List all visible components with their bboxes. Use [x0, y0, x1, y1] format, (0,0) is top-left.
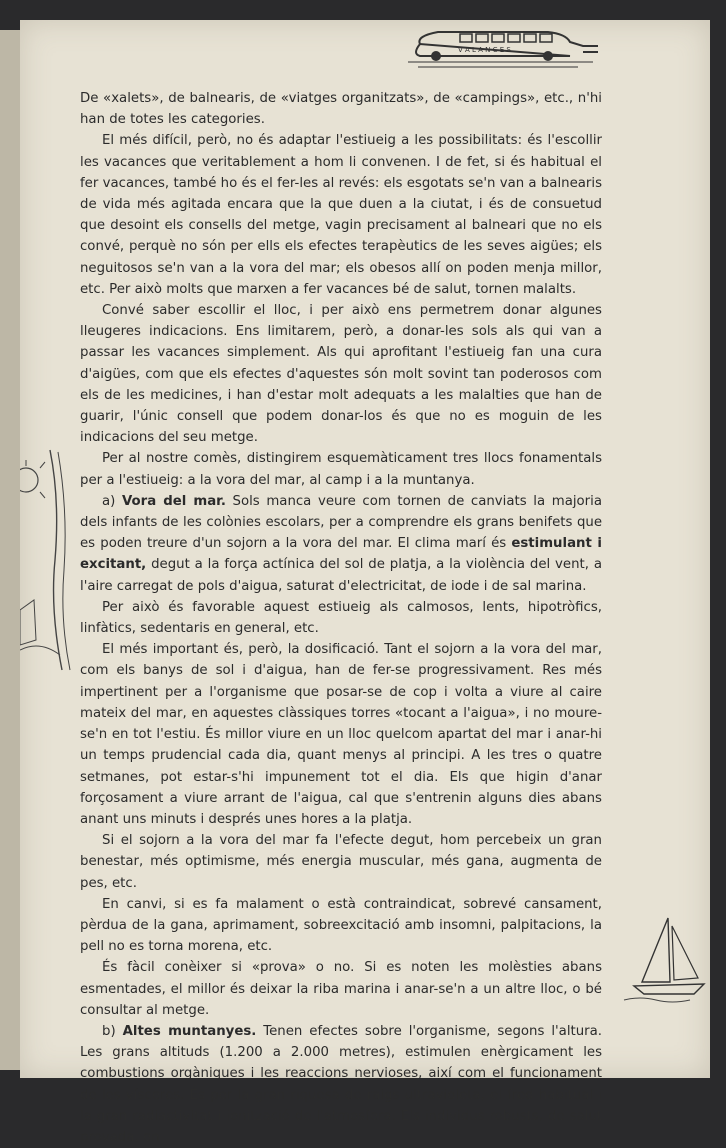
section-a-heading: Vora del mar. [121, 493, 226, 509]
section-a-text: Sols manca veure com tornen de canviats la majoria dels infants de les colònies escolars, per a comprendre els grans benifets que es poden treure d'un sojorn a la vora del mar. El clima marí és [80, 493, 602, 552]
paragraph: Si el sojorn a la vora del mar fa l'efecte degut, hom percebeix un gran benestar, més optimisme, més energia muscular, més gana, augmenta de pes, etc. [80, 833, 602, 891]
paragraph: Per al nostre comès, distingirem esquemàticament tres llocs fonamentals per a l'estiueig: a la vora del mar, al camp i a la muntanya. [80, 451, 602, 488]
bus-logo-icon [398, 22, 598, 72]
section-b-paragraph [80, 1021, 602, 1148]
paragraph: En canvi, si es fa malament o està contraindicat, sobrevé cansament, pèrdua de la gana, aprimament, sobreexcitació amb insomni, palpitacions, la pell no es torna morena, etc. [80, 896, 602, 955]
section-a-label: a) [102, 493, 116, 509]
section-a-bold-text: estimulant i excitant, [80, 536, 602, 573]
paragraph: El més difícil, però, no és adaptar l'estiueig a les possibilitats: és l'escollir les vacances que veritablement a hom li convenen. I de fet, si és habitual el fer vacances, també ho és el fer-les al revés: els esgotats se'n van a balnearis de vida més agitada encara que la que duen a la ciutat, i és de consuetud que desoint els consells del metge, vagin precisament al balneari que no els convé, perquè no són per ells els efectes terapèutics de les seves aigües; els neguitosos se'n van a la vora del mar; els obesos allí on poden menja millor, etc. Per això molts que marxen a fer vacances bé de salut, tornen malalts. [80, 133, 602, 297]
paragraph: El més important és, però, la dosificació. Tant el sojorn a la vora del mar, com els banys de sol i d'aigua, han de fer-se progressivament. Res més impertinent per a l'organisme que posar-se de cop i volta a viure al caire mateix del mar, en aquestes clàssiques torres «tocant a l'aigua», i no moure-se'n en tot l'estiu. És millor viure en un lloc quelcom apartat del mar i anar-hi un temps prudencial cada dia, quant menys al principi. A les tres o quatre setmanes, pot estar-s'hi impunement tot el dia. Els que higin d'anar forçosament a viure arrant de l'aigua, cal que s'entrenin alguns dies abans anant uns minuts i després unes hores a la platja. [80, 642, 602, 827]
section-a-paragraph [80, 491, 602, 597]
waterfall-illustration [20, 440, 76, 700]
paragraph: És fàcil conèixer si «prova» o no. Si es noten les molèsties abans esmentades, el millor és deixar la riba marina i anar-se'n a un altre lloc, o bé consultar al metge. [80, 960, 602, 1018]
document-page [20, 20, 710, 1145]
paragraph: Per això és favorable aquest estiueig als calmosos, lents, hipotròfics, linfàtics, sedentaris en general, etc. [80, 599, 602, 637]
section-a-text-cont: degut a la força actínica del sol de platja, a la violència del vent, a l'aire carregat de pols d'aigua, saturat d'electricitat, de iode i de sal marina. [80, 557, 602, 594]
article-body [80, 88, 602, 1148]
section-b-heading: Altes muntanyes. [122, 1023, 257, 1039]
section-b-label: b) [102, 1023, 116, 1039]
logo-text: V A L A N C E S [458, 46, 511, 54]
section-b-text: Tenen efectes sobre l'organisme, segons l'altura. Les grans altituds (1.200 a 2.000 metres), estimulen enèrgicament les combustions orgàniques i les reaccions nervioses, així com el funcionament de les vísceres. És per la gran riquesa de raigs ultravioleta, el fred habitual i la gran radiactivitat i ionització de l'atmosfera. Els individus robusts, de salut provada, en [80, 1023, 602, 1145]
paragraph: De «xalets», de balnearis, de «viatges organitzats», de «campings», etc., n'hi han de totes les categories. [80, 91, 602, 128]
sailboat-illustration [620, 910, 710, 1010]
paragraph: Convé saber escollir el lloc, i per això ens permetrem donar algunes lleugeres indicacions. Ens limitarem, però, a donar-les sols als qui van a passar les vacances simplement. Als qui aprofitant l'estiueig fan una cura d'aigües, com que els efectes d'aquestes són molt sovint tan poderosos com els de les medicines, i han d'estar molt adequats a les malalties que han de guarir, l'únic consell que podem donar-los és que no es moguin de les indicacions del seu metge. [80, 303, 602, 446]
